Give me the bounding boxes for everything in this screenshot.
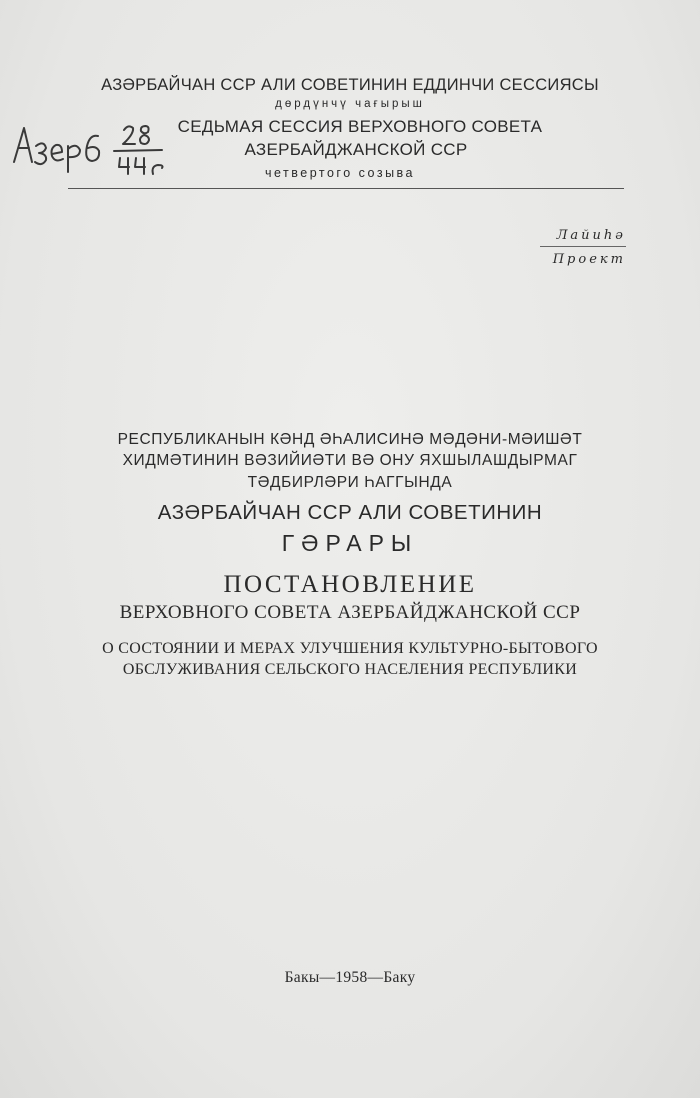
title-az-line-1: РЕСПУБЛИКАНЫН КӘНД ӘҺАЛИСИНӘ МӘДӘНИ-МӘИШӘТ [117, 431, 583, 448]
draft-label-ru: Проект [552, 252, 626, 267]
convocation-ru: четвертого созыва [264, 166, 416, 180]
resolution-az: ГӘРАРЫ [281, 530, 419, 556]
title-az-line-3: ТӘДБИРЛӘРИ ҺАГГЫНДА [247, 474, 453, 491]
draft-label-az: Лайиһә [556, 228, 626, 243]
republic-name-ru: АЗЕРБАЙДЖАНСКОЙ ССР [244, 140, 468, 159]
handwritten-catalog-mark [10, 120, 210, 200]
title-ru-line-1: О СОСТОЯНИИ И МЕРАХ УЛУЧШЕНИЯ КУЛЬТУРНО-БЫТОВОГО [102, 640, 598, 657]
session-header-az: АЗӘРБАЙЧАН ССР АЛИ СОВЕТИНИН ЕДДИНЧИ СЕССИЯСЫ [101, 76, 599, 94]
organ-ru: ВЕРХОВНОГО СОВЕТА АЗЕРБАЙДЖАНСКОЙ ССР [119, 602, 581, 623]
imprint-place-year: Бакы—1958—Баку [284, 969, 416, 986]
title-ru-line-2: ОБСЛУЖИВАНИЯ СЕЛЬСКОГО НАСЕЛЕНИЯ РЕСПУБЛИКИ [122, 661, 578, 678]
title-az-line-2: ХИДМӘТИНИН ВӘЗИЙИӘТИ ВӘ ОНУ ЯХШЫЛАШДЫРМАГ [122, 452, 578, 469]
convocation-az: дөрдүнчү чағырыш [275, 98, 425, 110]
session-header-ru: СЕДЬМАЯ СЕССИЯ ВЕРХОВНОГО СОВЕТА [177, 117, 543, 136]
draft-divider [540, 246, 626, 247]
organ-az: АЗӘРБАЙЧАН ССР АЛИ СОВЕТИНИН [157, 501, 543, 524]
resolution-ru: ПОСТАНОВЛЕНИЕ [223, 571, 477, 598]
